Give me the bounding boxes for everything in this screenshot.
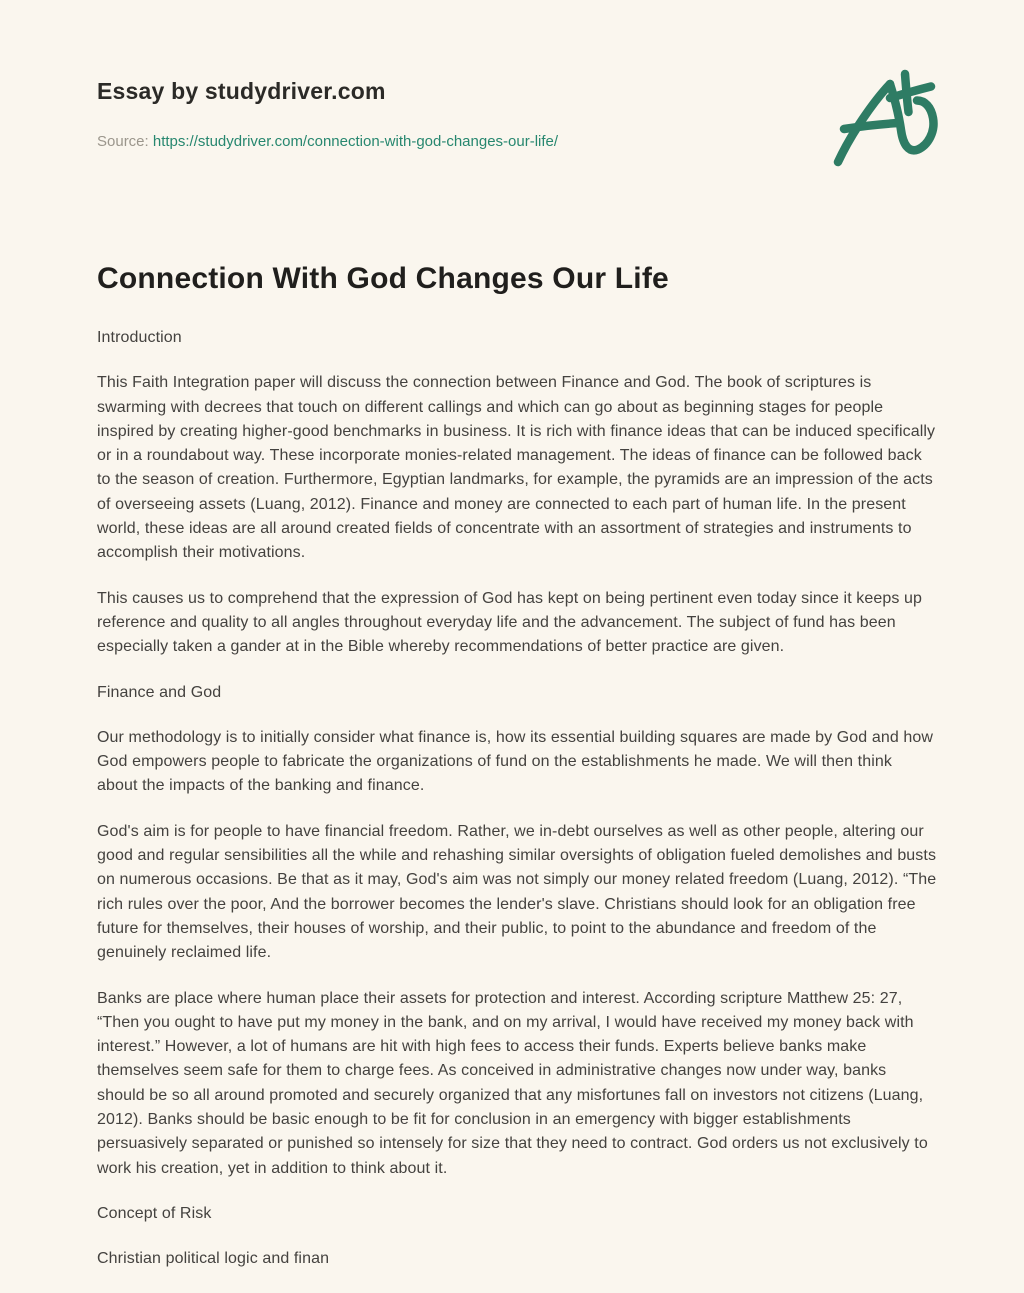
source-link[interactable]: https://studydriver.com/connection-with-god-changes-our-life/ xyxy=(152,133,559,150)
essay-paragraph: This Faith Integration paper will discuss the connection between Finance and God. The book of scriptures is swarming with decrees that touch on different callings and which can go about as beginning stages for people inspired by creating higher-good benchmarks in business. It is rich with finance ideas that can be induced specifically or in a roundabout way. These incorporate monies-related management. The ideas of finance can be followed back to the season of creation. Furthermore, Egyptian landmarks, for example, the pyramids are an impression of the acts of overseeing assets (Luang, 2012). Finance and money are connected to each part of human life. In the present world, these ideas are all around created fields of concentrate with an assortment of strategies and instruments to accomplish their motivations. xyxy=(97,374,936,562)
doc-header xyxy=(97,0,937,150)
essay-body xyxy=(97,326,937,1272)
section-heading-finance-and-god: Finance and God xyxy=(97,683,222,701)
essay-content xyxy=(97,0,937,1293)
essay-paragraph-truncated: Christian political logic and finan xyxy=(97,1250,330,1268)
source-line xyxy=(97,133,937,150)
essay-paragraph: This causes us to comprehend that the expression of God has kept on being pertinent even today since it keeps up reference and quality to all angles throughout everyday life and the advancement. The subject of fund has been especially taken a gander at in the Bible whereby recommendations of better practice are given. xyxy=(97,589,923,656)
essay-paragraph: God's aim is for people to have financial freedom. Rather, we in-debt ourselves as well as other people, altering our good and regular sensibilities all the while and rehashing similar oversights of obligation fueled demolishes and busts on numerous occasions. Be that as it may, God's aim was not simply our money related freedom (Luang, 2012). “The rich rules over the poor, And the borrower becomes the lender's slave. Christians should look for an obligation free future for themselves, their houses of worship, and their public, to point to the abundance and freedom of the genuinely reclaimed life. xyxy=(97,822,937,962)
essay-paragraph: Banks are place where human place their assets for protection and interest. According scripture Matthew 25: 27, “Then you ought to have put my money in the bank, and on my arrival, I would have received my money back with interest.” However, a lot of humans are hit with high fees to access their funds. Experts believe banks make themselves seem safe for them to charge fees. As conceived in administrative changes now under way, banks should be so all around promoted and securely organized that any misfortunes fall on investors not citizens (Luang, 2012). Banks should be basic enough to be fit for conclusion in an emergency with bigger establishments persuasively separated or punished so intensely for size that they need to contract. God orders us not exclusively to work his creation, yet in addition to think about it. xyxy=(97,989,928,1177)
essay-by-title: Essay by studydriver.com xyxy=(97,78,386,104)
essay-paragraph: Our methodology is to initially consider what finance is, how its essential building squares are made by God and how God empowers people to fabricate the organizations of fund on the establishments he made. We will then think about the impacts of the banking and finance. xyxy=(97,728,934,795)
section-heading-introduction: Introduction xyxy=(97,329,182,346)
page-title: Connection With God Changes Our Life xyxy=(97,262,669,295)
source-label: Source: xyxy=(97,133,149,150)
section-heading-concept-of-risk: Concept of Risk xyxy=(97,1204,212,1222)
